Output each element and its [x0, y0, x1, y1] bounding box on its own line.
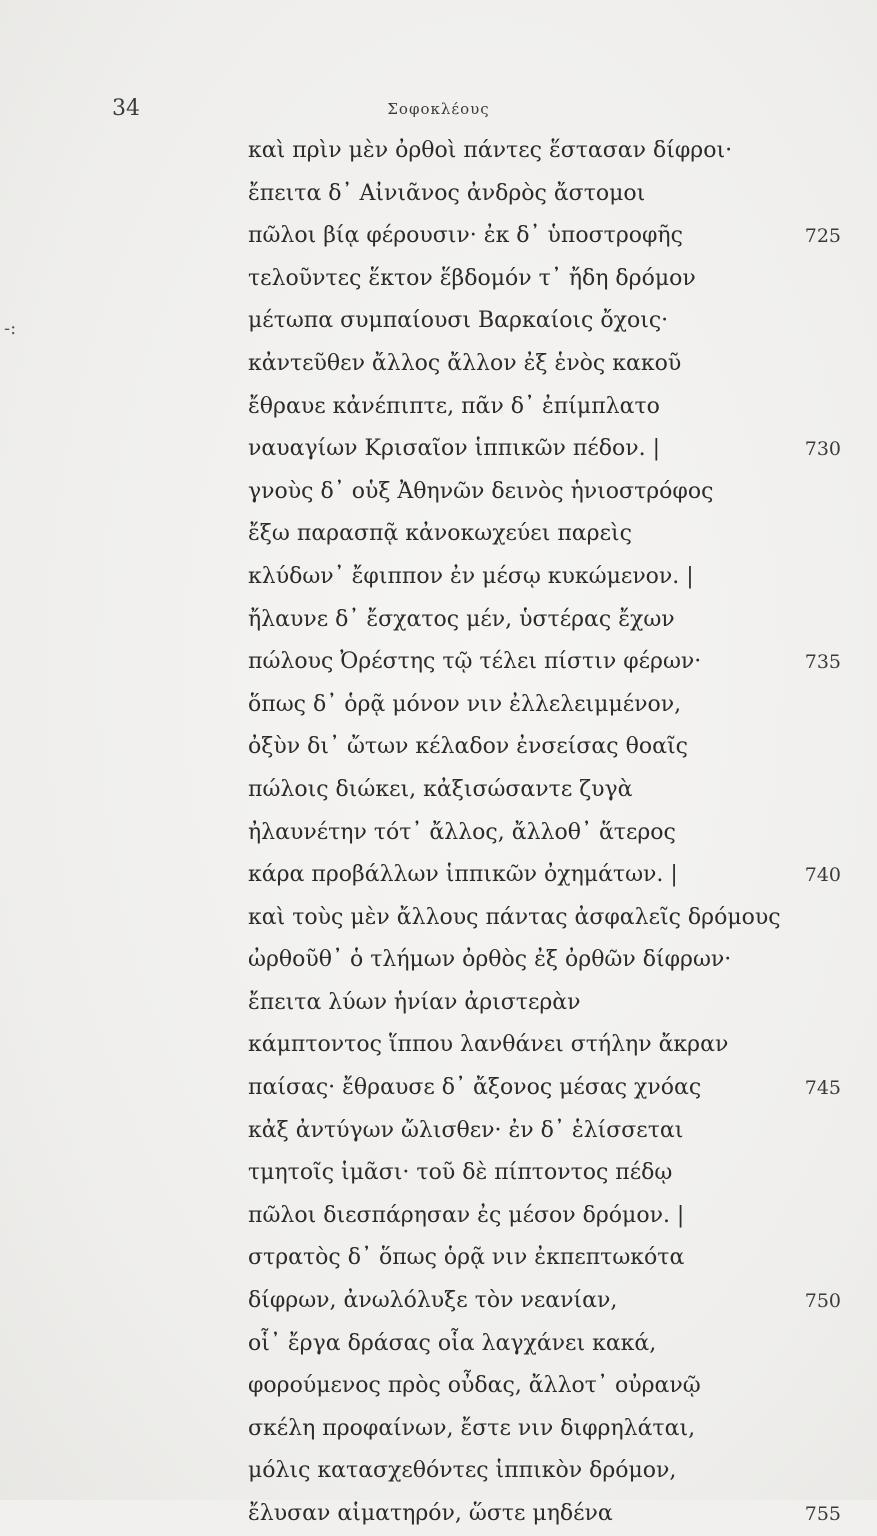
line-number: 730 — [804, 438, 841, 461]
verse-line — [0, 300, 877, 343]
verse-line — [0, 1110, 877, 1153]
verse-line — [0, 215, 877, 258]
verse-text: πῶλοι διεσπάρησαν ἐς μέσον δρόμον. | — [248, 1202, 685, 1228]
verse-line — [0, 1152, 877, 1195]
verse-text: ναυαγίων Κρισαῖον ἱππικῶν πέδον. | — [248, 436, 660, 462]
verse-line — [0, 258, 877, 301]
verse-text: πώλοις διώκει, κἀξισώσαντε ζυγὰ — [248, 776, 633, 802]
verse-text: ἤλαυνε δ᾽ ἔσχατος μέν, ὑστέρας ἔχων — [248, 606, 675, 632]
verse-line — [0, 386, 877, 429]
verse-line — [0, 1195, 877, 1238]
verse-line — [0, 556, 877, 599]
verse-line — [0, 1365, 877, 1408]
line-number: 740 — [804, 864, 841, 887]
verse-line — [0, 1323, 877, 1366]
verse-line — [0, 130, 877, 173]
verse-text: πῶλοι βίᾳ φέρουσιν· ἐκ δ᾽ ὑποστροφῆς — [248, 223, 683, 249]
verse-line — [0, 1024, 877, 1067]
line-number: 755 — [804, 1503, 841, 1525]
verse-text: πώλους Ὀρέστης τῷ τέλει πίστιν φέρων· — [248, 649, 702, 675]
verse-text: μέτωπα συμπαίουσι Βαρκαίοις ὄχοις· — [248, 308, 669, 334]
verse-text: κλύδων᾽ ἔφιππον ἐν μέσῳ κυκώμενον. | — [248, 563, 694, 589]
verse-line — [0, 428, 877, 471]
verse-line — [0, 684, 877, 727]
verse-line — [0, 854, 877, 897]
verse-text: ὀξὺν δι᾽ ὤτων κέλαδον ἐνσείσας θοαῖς — [248, 734, 688, 760]
running-head — [0, 96, 877, 126]
verse-line — [0, 1067, 877, 1110]
verse-line — [0, 173, 877, 216]
line-number: 745 — [804, 1077, 841, 1100]
verse-text: οἷ᾽ ἔργα δράσας οἷα λαγχάνει κακά, — [248, 1330, 657, 1356]
line-number: 750 — [804, 1290, 841, 1313]
verse-text: ὅπως δ᾽ ὁρᾷ μόνον νιν ἐλλελειμμένον, — [248, 691, 682, 717]
verse-text: σκέλη προφαίνων, ἔστε νιν διφρηλάται, — [248, 1415, 696, 1441]
verse-text: φορούμενος πρὸς οὖδας, ἄλλοτ᾽ οὐρανῷ — [248, 1373, 701, 1399]
verse-text: ἠλαυνέτην τότ᾽ ἄλλος, ἄλλοθ᾽ ἅτερος — [248, 819, 676, 845]
verse-line — [0, 1280, 877, 1323]
verse-text: δίφρων, ἀνωλόλυξε τὸν νεανίαν, — [248, 1288, 618, 1314]
verse-line — [0, 513, 877, 556]
verse-line — [0, 599, 877, 642]
verse-text: τμητοῖς ἱμᾶσι· τοῦ δὲ πίπτοντος πέδῳ — [248, 1160, 673, 1186]
verse-line — [0, 897, 877, 940]
verse-line — [0, 343, 877, 386]
verse-text: γνοὺς δ᾽ οὑξ Ἀθηνῶν δεινὸς ἡνιοστρόφος — [248, 478, 714, 504]
verse-text: μόλις κατασχεθόντες ἱππικὸν δρόμον, — [248, 1458, 677, 1484]
verse-text: τελοῦντες ἕκτον ἕβδομόν τ᾽ ἤδη δρόμον — [248, 265, 696, 291]
page-number: 34 — [112, 96, 140, 121]
verse-line — [0, 982, 877, 1025]
verse-text: κάμπτοντος ἵππου λανθάνει στήλην ἄκραν — [248, 1032, 729, 1058]
verse-text: ἔθραυε κἀνέπιπτε, πᾶν δ᾽ ἐπίμπλατο — [248, 393, 660, 419]
verse-text: ὠρθοῦθ᾽ ὁ τλήμων ὀρθὸς ἐξ ὀρθῶν δίφρων· — [248, 947, 732, 973]
verse-line — [0, 812, 877, 855]
verse-line — [0, 1450, 877, 1493]
verse-text: στρατὸς δ᾽ ὅπως ὁρᾷ νιν ἐκπεπτωκότα — [248, 1245, 685, 1271]
running-title: Σοφοκλέους — [387, 100, 490, 118]
verse-text: ἔπειτα δ᾽ Αἰνιᾶνος ἀνδρὸς ἄστομοι — [248, 180, 646, 206]
verse-line — [0, 1493, 877, 1536]
verse-text: κάρα προβάλλων ἱππικῶν ὀχημάτων. | — [248, 862, 678, 888]
verse-text: ἔλυσαν αἱματηρόν, ὥστε μηδένα — [248, 1501, 613, 1526]
line-number: 735 — [804, 651, 841, 674]
verse-line — [0, 641, 877, 684]
verse-text: κἀντεῦθεν ἄλλος ἄλλον ἐξ ἑνὸς κακοῦ — [248, 350, 682, 376]
verse-line — [0, 726, 877, 769]
verse-line — [0, 1237, 877, 1280]
margin-mark: -: — [4, 318, 17, 339]
verse-text: καὶ τοὺς μὲν ἄλλους πάντας ἀσφαλεῖς δρόμους — [248, 904, 781, 930]
verse-list — [0, 130, 877, 1536]
verse-line — [0, 939, 877, 982]
verse-line — [0, 1408, 877, 1451]
verse-text: καὶ πρὶν μὲν ὀρθοὶ πάντες ἕστασαν δίφροι· — [248, 138, 733, 163]
verse-text: κἀξ ἀντύγων ὤλισθεν· ἐν δ᾽ ἑλίσσεται — [248, 1117, 684, 1143]
verse-text: παίσας· ἔθραυσε δ᾽ ἄξονος μέσας χνόας — [248, 1075, 702, 1101]
verse-text: ἔξω παρασπᾷ κἀνοκωχεύει παρεὶς — [248, 521, 632, 547]
verse-line — [0, 471, 877, 514]
verse-text: ἔπειτα λύων ἡνίαν ἀριστερὰν — [248, 989, 581, 1015]
verse-line — [0, 769, 877, 812]
line-number: 725 — [804, 225, 841, 248]
